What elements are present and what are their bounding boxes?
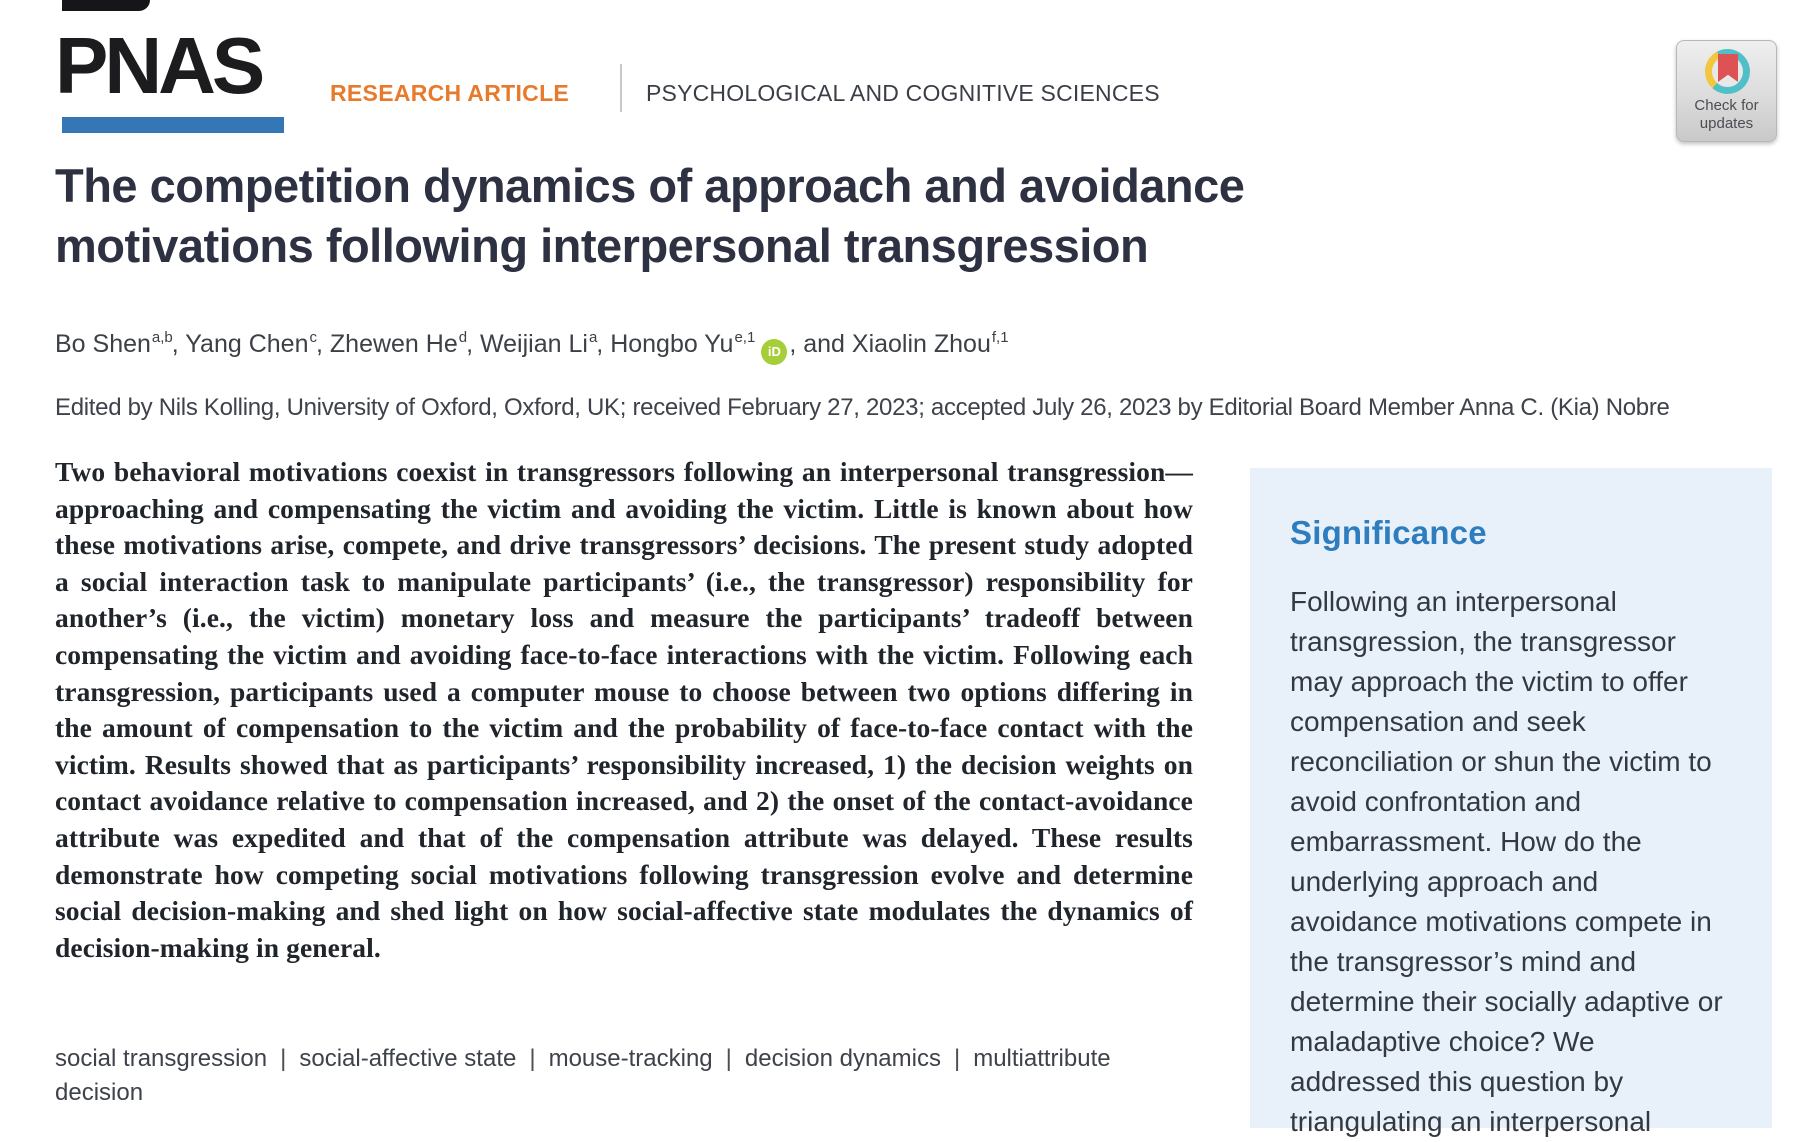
- check-for-updates-label: [1677, 97, 1776, 133]
- author-name: Yang Chen: [185, 330, 309, 358]
- author-name: Weijian Li: [480, 330, 588, 358]
- author-name: Xiaolin Zhou: [851, 330, 991, 358]
- keyword-item: mouse-tracking: [548, 1045, 713, 1072]
- author-affiliation-sup: a: [588, 328, 598, 346]
- article-title: [55, 156, 1475, 276]
- author-affiliation-sup: a,b: [151, 328, 173, 346]
- check-for-updates-line1: Check for: [1694, 97, 1759, 114]
- keyword-separator: |: [953, 1045, 961, 1072]
- author-affiliation-sup: c: [309, 328, 317, 346]
- keyword-list: [55, 1042, 1205, 1110]
- pnas-logo: PNAS: [55, 21, 262, 110]
- article-title-line1: The competition dynamics of approach and avoidance: [55, 159, 1245, 212]
- author-name: Hongbo Yu: [610, 330, 734, 358]
- keyword-separator: |: [725, 1045, 732, 1072]
- keyword-item: social-affective state: [299, 1045, 517, 1072]
- author-affiliation-sup: e,1: [734, 328, 756, 346]
- author-affiliation-sup: f,1: [991, 328, 1009, 346]
- author-list: Bo Shen$^{a,b}$, Yang Chen$^c$, Zhewen He$^d$, Weijian Li$^a$, Hongbo Yu$^{e,1}$iD , and Xiaolin Zhou$^{f,1}$: [55, 330, 1555, 365]
- article-title-line2: motivations following interpersonal transgression: [55, 219, 1149, 272]
- cropped-page-artifact: [62, 0, 150, 11]
- article-type-label: RESEARCH ARTICLE: [330, 80, 570, 106]
- keyword-separator: |: [280, 1045, 287, 1072]
- pnas-logo-underline: [62, 117, 284, 133]
- orcid-icon[interactable]: iD: [761, 339, 787, 365]
- keyword-item: multiattribute decision: [55, 1045, 1111, 1106]
- check-for-updates-badge[interactable]: [1676, 40, 1777, 142]
- author-name: Zhewen He: [329, 330, 458, 358]
- author-name: Bo Shen: [55, 330, 151, 358]
- check-for-updates-line2: updates: [1699, 115, 1754, 132]
- subject-area-label: PSYCHOLOGICAL AND COGNITIVE SCIENCES: [646, 80, 1160, 106]
- significance-text: Following an interpersonal transgression, the transgressor may approach the victim to offer compensation and seek reconciliation or shun the victim to avoid confrontation and embarrassment. How do the underlying approach and avoidance motivations compete in the transgressor’s mind and determine their socially adaptive or maladaptive choice? We addressed this question by triangulating an interpersonal: [1290, 586, 1723, 1137]
- keyword-separator: |: [529, 1045, 536, 1072]
- author-affiliation-sup: d: [458, 328, 468, 346]
- abstract-text: Two behavioral motivations coexist in transgressors following an interpersonal transgression—approaching and compensating the victim and avoiding the victim. Little is known about how these motivations arise, compete, and drive transgressors’ decisions. The present study adopted a social interaction task to manipulate participants’ (i.e., the transgressor) responsibility for another’s (i.e., the victim) monetary loss and measure the participants’ tradeoff between compensating the victim and avoiding face-to-face interactions with the victim. Following each transgression, participants used a computer mouse to choose between two options differing in the amount of compensation to the victim and the probability of face-to-face contact with the victim. Results showed that as participants’ responsibility increased, 1) the decision weights on contact avoidance relative to compensation increased, and 2) the onset of the contact-avoidance attribute was expedited and that of the compensation attribute was delayed. These results demonstrate how competing social motivations following transgression evolve and determine social decision-making and shed light on how social-affective state modulates the dynamics of decision-making in general.: [55, 456, 1193, 963]
- masthead-divider: [620, 64, 622, 112]
- keyword-item: decision dynamics: [744, 1045, 941, 1072]
- significance-panel: [1250, 468, 1772, 1137]
- keyword-item: social transgression: [55, 1045, 268, 1072]
- editor-note: Edited by Nils Kolling, University of Oxford, Oxford, UK; received February 27, 2023; accepted July 26, 2023 by Editorial Board Member Anna C. (Kia) Nobre: [55, 394, 1670, 421]
- significance-heading: Significance: [1290, 514, 1487, 551]
